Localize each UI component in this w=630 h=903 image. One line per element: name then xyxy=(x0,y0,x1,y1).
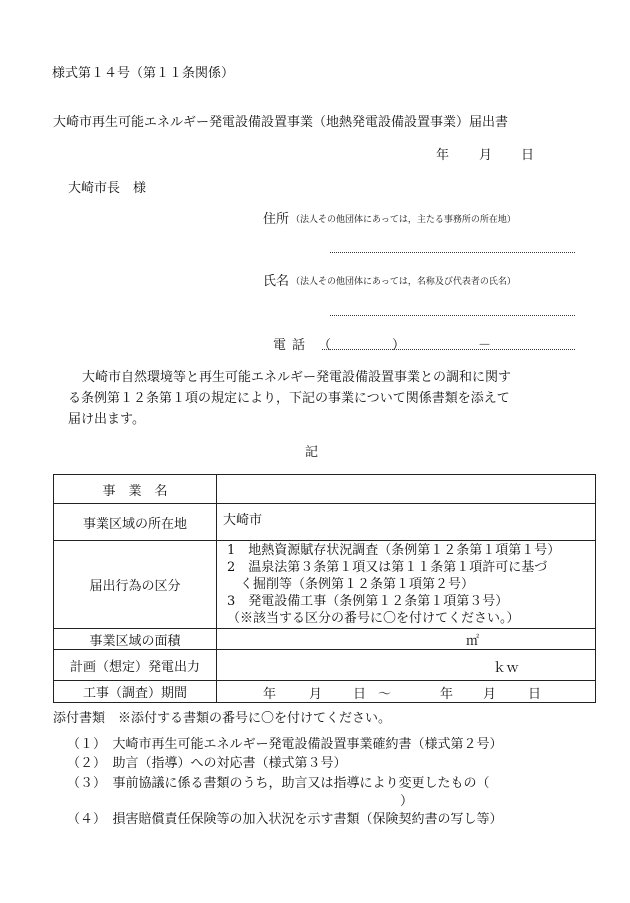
address-note: （法人その他団体にあっては，主たる事務所の所在地） xyxy=(291,215,516,225)
period-month-2: 月 xyxy=(483,687,497,702)
attachment-item-3[interactable]: （３） 事前協議に係る書類のうち，助言又は指導により変更したもの（ xyxy=(67,776,490,791)
name-note: （法人その他団体にあっては，名称及び代表者の氏名） xyxy=(291,277,516,287)
application-table xyxy=(53,474,596,703)
table-row-location xyxy=(54,504,596,541)
location-label: 事業区域の所在地 xyxy=(54,504,217,541)
body-line-1: 大崎市自然環境等と再生可能エネルギー発電設備設置事業との調和に関す xyxy=(82,370,512,385)
body-line-2: る条例第１２条第１項の規定により，下記の事業について関係書類を添えて xyxy=(68,391,510,406)
category-option-1[interactable]: 1 地熱資源賦存状況調査（条例第１２条第１項第１号） xyxy=(227,543,561,558)
date-day-label: 日 xyxy=(521,148,535,163)
form-number: 様式第１４号（第１１条関係） xyxy=(52,66,235,81)
category-note: （※該当する区分の番号に〇を付けてください。） xyxy=(227,611,520,626)
period-day-2: 日 xyxy=(528,687,542,702)
name-field[interactable] xyxy=(330,315,575,316)
attachment-item-3-close: ） xyxy=(400,794,414,809)
address-label: 住所 xyxy=(263,212,290,227)
ki-heading: 記 xyxy=(305,445,319,460)
name-label: 氏名 xyxy=(263,274,290,289)
table-row-category xyxy=(54,541,596,629)
phone-label: 電話 xyxy=(273,338,312,353)
period-year-1: 年 xyxy=(263,687,277,702)
attachment-item-4[interactable]: （４） 損害賠償責任保険等の加入状況を示す書類（保険契約書の写し等） xyxy=(67,812,503,827)
output-unit: ｋｗ xyxy=(493,661,520,676)
category-option-3[interactable]: 3 発電設備工事（条例第１２条第１項第３号） xyxy=(227,594,509,609)
period-month-1: 月 xyxy=(309,687,323,702)
attachment-item-2[interactable]: （２） 助言（指導）への対応書（様式第３号） xyxy=(67,756,347,771)
table-row-output xyxy=(54,650,596,681)
address-field[interactable] xyxy=(330,252,575,253)
table-row-area xyxy=(54,629,596,650)
phone-close-paren: ） xyxy=(392,338,406,353)
attachments-heading: 添付書類 ※添付する書類の番号に〇を付けてください。 xyxy=(53,711,392,726)
addressee: 大崎市長 様 xyxy=(68,181,147,196)
phone-open-paren: （ xyxy=(318,338,332,353)
period-tilde: ～ xyxy=(378,687,392,702)
table-row-period xyxy=(54,681,596,703)
location-value[interactable]: 大崎市 xyxy=(217,504,596,541)
area-unit: ㎡ xyxy=(466,634,480,649)
date-year-label: 年 xyxy=(436,148,450,163)
category-option-2-cont: く掘削等（条例第１２条第１項第２号） xyxy=(227,577,475,592)
area-label: 事業区域の面積 xyxy=(54,629,217,650)
period-value[interactable] xyxy=(217,681,596,703)
output-value[interactable] xyxy=(217,650,596,681)
output-label: 計画（想定）発電出力 xyxy=(54,650,217,681)
attachment-item-1[interactable]: （１） 大崎市再生可能エネルギー発電設備設置事業確約書（様式第２号） xyxy=(67,737,503,752)
date-month-label: 月 xyxy=(479,148,493,163)
table-row-project-name xyxy=(54,475,596,504)
project-name-label: 事 業 名 xyxy=(54,475,217,504)
body-line-3: 届け出ます。 xyxy=(68,412,145,427)
document-title: 大崎市再生可能エネルギー発電設備設置事業（地熱発電設備設置事業）届出書 xyxy=(53,115,509,130)
period-day-1: 日 xyxy=(353,687,367,702)
phone-dash: － xyxy=(478,338,492,353)
project-name-value[interactable] xyxy=(217,475,596,504)
period-year-2: 年 xyxy=(440,687,454,702)
category-label: 届出行為の区分 xyxy=(54,541,217,629)
period-label: 工事（調査）期間 xyxy=(54,681,217,703)
category-option-2[interactable]: 2 温泉法第３条第１項又は第１１条第１項許可に基づ xyxy=(227,560,548,575)
area-value[interactable] xyxy=(217,629,596,650)
category-options[interactable] xyxy=(217,541,596,629)
phone-field[interactable] xyxy=(322,349,575,350)
